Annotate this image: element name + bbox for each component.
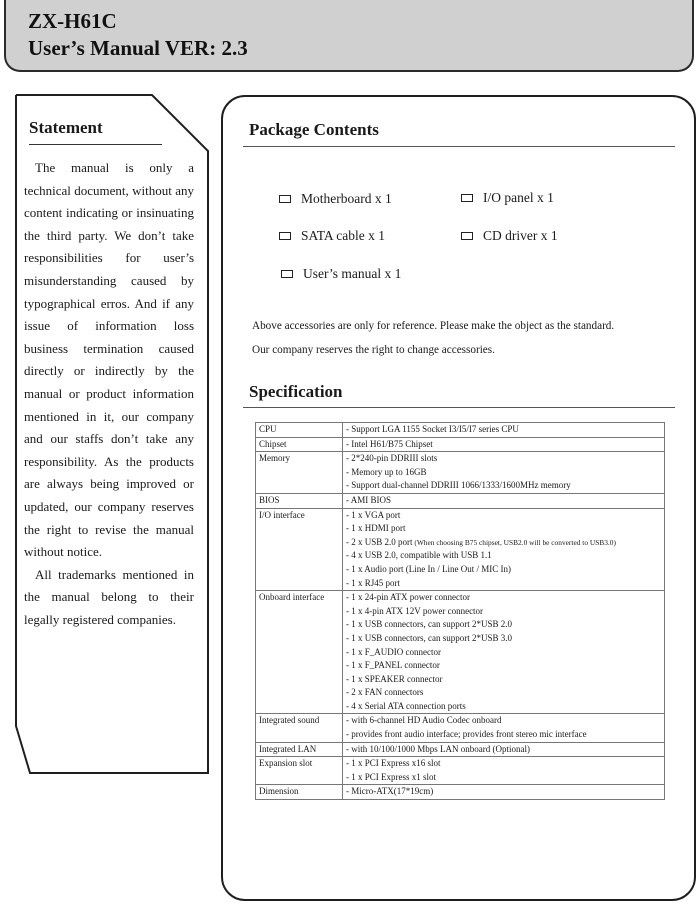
spec-value: [343, 437, 665, 452]
package-divider: [243, 146, 675, 147]
spec-label: Memory: [256, 452, 343, 494]
spec-value: [343, 423, 665, 438]
spec-value: [343, 742, 665, 757]
checkbox-icon: [461, 232, 473, 240]
spec-value: [343, 785, 665, 800]
spec-line: - 1 x 4-pin ATX 12V power connector: [346, 605, 484, 616]
accessories-note: Above accessories are only for reference. Please make the object as the standard.: [252, 320, 615, 332]
spec-label: CPU: [256, 423, 343, 438]
table-row: [256, 591, 665, 714]
spec-line: - 2 x USB 2.0 port (When choosing B75 chipset, USB2.0 will be converted to USB3.0): [346, 536, 616, 547]
spec-line: - 4 x Serial ATA connection ports: [346, 700, 466, 711]
spec-value: [343, 493, 665, 508]
spec-line: - 1 x RJ45 port: [346, 577, 400, 588]
table-row: [256, 423, 665, 438]
table-row: [256, 757, 665, 785]
table-row: [256, 785, 665, 800]
statement-divider: [29, 144, 162, 145]
spec-line: - 1 x 24-pin ATX power connector: [346, 592, 470, 603]
spec-value: [343, 508, 665, 591]
spec-line: - AMI BIOS: [346, 494, 392, 505]
spec-line: - with 6-channel HD Audio Codec onboard: [346, 715, 502, 726]
package-contents-title: Package Contents: [249, 120, 379, 139]
table-row: [256, 437, 665, 452]
spec-line: - 1 x USB connectors, can support 2*USB 2.0: [346, 619, 512, 630]
spec-line: - 2*240-pin DDRIII slots: [346, 453, 438, 464]
specification-title: Specification: [249, 382, 343, 401]
spec-line: - 1 x PCI Express x1 slot: [346, 771, 436, 782]
spec-value: [343, 714, 665, 742]
statement-text: [24, 157, 194, 631]
spec-line: - Memory up to 16GB: [346, 466, 427, 477]
spec-line: - 1 x SPEAKER connector: [346, 673, 443, 684]
spec-label: Integrated LAN: [256, 742, 343, 757]
spec-line: - with 10/100/1000 Mbps LAN onboard (Optional): [346, 743, 530, 754]
specification-divider: [243, 407, 675, 408]
spec-line: - Support LGA 1155 Socket I3/I5/I7 series CPU: [346, 424, 519, 434]
statement-paragraph-2: All trademarks mentioned in the manual belong to their legally registered companies.: [24, 566, 194, 627]
spec-line: - Micro-ATX(17*19cm): [346, 786, 434, 797]
spec-label: Expansion slot: [256, 757, 343, 785]
package-item: Motherboard x 1: [279, 191, 392, 207]
checkbox-icon: [461, 194, 473, 202]
spec-label: BIOS: [256, 493, 343, 508]
spec-line: - 4 x USB 2.0, compatible with USB 1.1: [346, 550, 492, 561]
spec-line: - 1 x VGA port: [346, 509, 401, 520]
spec-label: Integrated sound: [256, 714, 343, 742]
spec-value: [343, 757, 665, 785]
statement-title: Statement: [29, 118, 103, 137]
spec-line: - Support dual-channel DDRIII 1066/1333/1600MHz memory: [346, 480, 571, 491]
table-row: [256, 493, 665, 508]
spec-line: - 1 x F_PANEL connector: [346, 660, 440, 671]
table-row: [256, 508, 665, 591]
spec-line: - Intel H61/B75 Chipset: [346, 438, 433, 449]
spec-label: Dimension: [256, 785, 343, 800]
spec-line: - 1 x HDMI port: [346, 523, 406, 534]
checkbox-icon: [279, 232, 291, 240]
spec-line: - 2 x FAN connectors: [346, 687, 424, 698]
package-item: CD driver x 1: [461, 228, 558, 244]
package-item: SATA cable x 1: [279, 228, 385, 244]
table-row: [256, 714, 665, 742]
usb-conversion-note: (When choosing B75 chipset, USB2.0 will be converted to USB3.0): [412, 537, 616, 547]
spec-line: - 1 x Audio port (Line In / Line Out / MIC In): [346, 563, 511, 574]
spec-label: I/O interface: [256, 508, 343, 591]
spec-label: Onboard interface: [256, 591, 343, 714]
package-item: I/O panel x 1: [461, 190, 554, 206]
table-row: [256, 742, 665, 757]
spec-value: [343, 591, 665, 714]
specification-table: [255, 422, 665, 800]
spec-line: - 1 x PCI Express x16 slot: [346, 758, 441, 769]
package-item: User’s manual x 1: [281, 266, 401, 282]
spec-line: - 1 x F_AUDIO connector: [346, 646, 441, 657]
checkbox-icon: [281, 270, 293, 278]
table-row: [256, 452, 665, 494]
accessories-change-note: Our company reserves the right to change accessories.: [252, 344, 495, 356]
statement-paragraph-1: The manual is only a technical document, without any content indicating or insinuating the third party. We don’t take responsibilities for user’s misunderstanding caused by typographical erros. And if any issue of information loss business termination caused directly or indirectly by the manual or product information mentioned in it, our company and our staffs don’t take any responsibility. As the products are always being improved or updated, our company reserves the right to revise the manual without notice.: [24, 160, 194, 560]
spec-value: [343, 452, 665, 494]
spec-line: - 1 x USB connectors, can support 2*USB 3.0: [346, 632, 512, 643]
spec-label: Chipset: [256, 437, 343, 452]
model-title: ZX-H61C: [28, 9, 117, 33]
manual-title: User’s Manual VER: 2.3: [28, 36, 248, 60]
spec-line: - provides front audio interface; provides front stereo mic interface: [346, 729, 587, 740]
checkbox-icon: [279, 195, 291, 203]
